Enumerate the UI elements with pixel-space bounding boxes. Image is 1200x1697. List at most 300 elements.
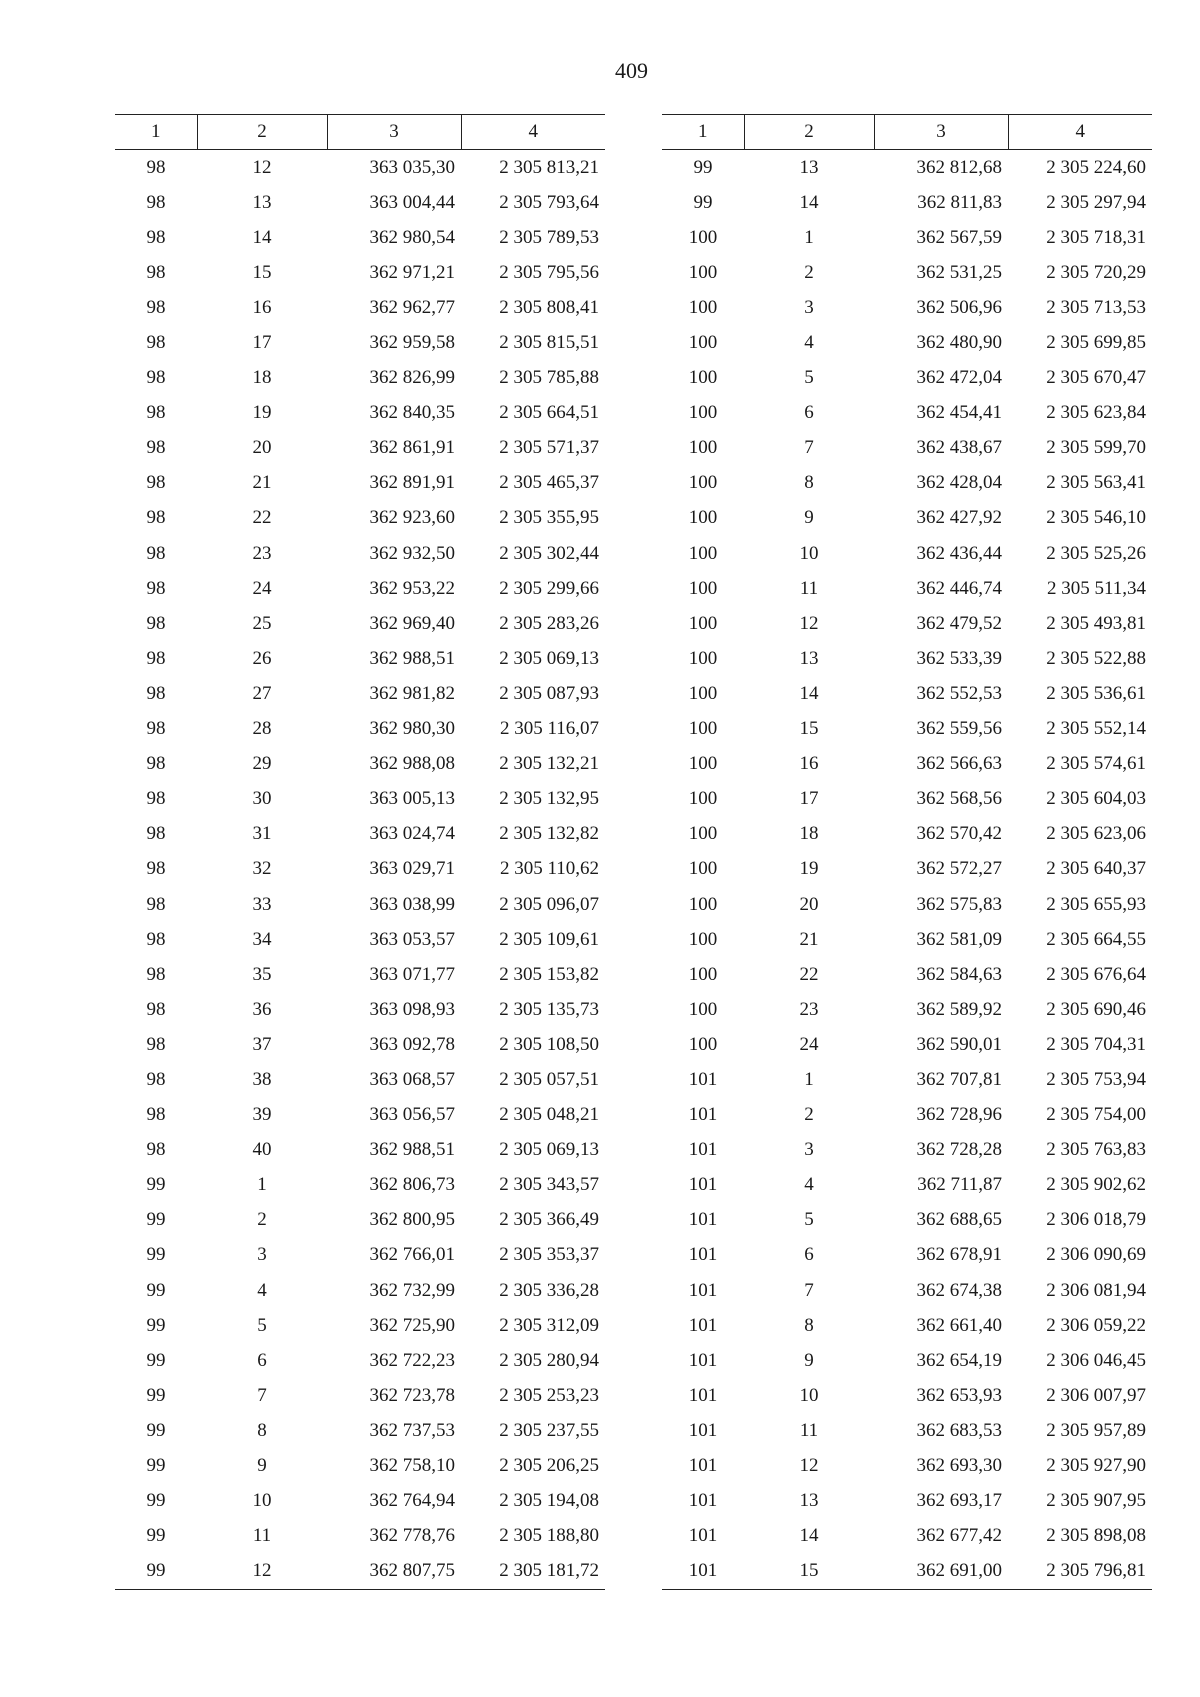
table-row (115, 150, 605, 186)
table-row (115, 817, 605, 852)
coordinate-x-cell: 362 693,17 (916, 1490, 1002, 1512)
table-row (115, 1027, 605, 1062)
coordinate-x-cell: 362 891,91 (369, 472, 455, 494)
table-row (662, 290, 1152, 325)
point-number-cell: 23 (252, 542, 272, 564)
point-number-cell: 16 (252, 296, 272, 318)
coordinate-x-cell: 362 923,60 (369, 507, 455, 529)
table-row (662, 957, 1152, 992)
point-number-cell: 12 (799, 612, 819, 634)
table-row (115, 641, 605, 676)
coordinate-x-cell: 363 092,78 (369, 1033, 455, 1055)
point-number-cell: 38 (252, 1068, 272, 1090)
table-row (115, 466, 605, 501)
coordinate-y-cell: 2 305 096,07 (499, 893, 599, 915)
contour-number-cell: 100 (688, 612, 718, 634)
table-row (662, 852, 1152, 887)
contour-number-cell: 98 (146, 753, 166, 775)
table-row (662, 1308, 1152, 1343)
point-number-cell: 13 (252, 191, 272, 213)
coordinate-x-cell: 362 472,04 (916, 367, 1002, 389)
coordinate-x-cell: 362 479,52 (916, 612, 1002, 634)
table-header-row (115, 115, 605, 150)
coordinate-x-cell: 363 005,13 (369, 788, 455, 810)
coordinate-y-cell: 2 305 763,83 (1046, 1139, 1146, 1161)
table-row (115, 1413, 605, 1448)
coordinate-y-cell: 2 305 132,82 (499, 823, 599, 845)
coordinate-x-cell: 362 969,40 (369, 612, 455, 634)
contour-number-cell: 98 (146, 191, 166, 213)
contour-number-cell: 99 (146, 1490, 166, 1512)
table-header-row (662, 115, 1152, 150)
contour-number-cell: 98 (146, 1104, 166, 1126)
point-number-cell: 2 (804, 261, 814, 283)
coordinate-x-cell: 362 807,75 (327, 1554, 461, 1590)
coordinate-x-cell: 362 590,01 (916, 1033, 1002, 1055)
coordinate-y-cell: 2 305 343,57 (499, 1174, 599, 1196)
coordinate-x-cell: 362 861,91 (369, 437, 455, 459)
coordinate-y-cell: 2 305 623,84 (1046, 402, 1146, 424)
coordinate-x-cell: 362 438,67 (916, 437, 1002, 459)
point-number-cell: 13 (799, 647, 819, 669)
coordinate-x-cell: 362 971,21 (369, 261, 455, 283)
point-number-cell: 22 (252, 507, 272, 529)
coordinate-x-cell: 362 840,35 (369, 402, 455, 424)
point-number-cell: 7 (804, 437, 814, 459)
coordinate-y-cell: 2 305 676,64 (1046, 963, 1146, 985)
contour-number-cell: 100 (688, 402, 718, 424)
coordinate-x-cell: 363 024,74 (369, 823, 455, 845)
point-number-cell: 35 (252, 963, 272, 985)
coordinate-y-cell: 2 306 059,22 (1046, 1314, 1146, 1336)
contour-number-cell: 99 (693, 191, 713, 213)
point-number-cell: 3 (804, 1139, 814, 1161)
contour-number-cell: 100 (688, 261, 718, 283)
contour-number-cell: 98 (146, 261, 166, 283)
table-row (662, 255, 1152, 290)
coordinate-x-cell: 362 800,95 (369, 1209, 455, 1231)
coordinate-y-cell: 2 305 796,81 (1008, 1554, 1152, 1590)
point-number-cell: 15 (799, 718, 819, 740)
coordinate-x-cell: 362 436,44 (916, 542, 1002, 564)
point-number-cell: 29 (252, 753, 272, 775)
contour-number-cell: 99 (146, 1419, 166, 1441)
coordinate-y-cell: 2 305 536,61 (1046, 682, 1146, 704)
coordinate-y-cell: 2 305 655,93 (1046, 893, 1146, 915)
coordinate-y-cell: 2 305 048,21 (499, 1104, 599, 1126)
coordinate-x-cell: 363 053,57 (369, 928, 455, 950)
coordinate-y-cell: 2 305 670,47 (1046, 367, 1146, 389)
contour-number-cell: 98 (146, 332, 166, 354)
point-number-cell: 22 (799, 963, 819, 985)
contour-number-cell: 101 (688, 1314, 718, 1336)
table-row (662, 1519, 1152, 1554)
coordinates-table-left (115, 114, 605, 1590)
contour-number-cell: 99 (693, 156, 713, 178)
point-number-cell: 34 (252, 928, 272, 950)
contour-number-cell: 98 (146, 542, 166, 564)
coordinate-x-cell: 362 691,00 (874, 1554, 1008, 1590)
table-row (662, 922, 1152, 957)
coordinate-y-cell: 2 305 366,49 (499, 1209, 599, 1231)
coordinate-x-cell: 362 932,50 (369, 542, 455, 564)
table-row (662, 676, 1152, 711)
coordinate-x-cell: 362 764,94 (369, 1490, 455, 1512)
table-row (115, 185, 605, 220)
point-number-cell: 30 (252, 788, 272, 810)
table-row (115, 501, 605, 536)
contour-number-cell: 98 (146, 296, 166, 318)
contour-number-cell: 100 (688, 507, 718, 529)
coordinate-x-cell: 362 728,28 (916, 1139, 1002, 1161)
coordinate-y-cell: 2 305 902,62 (1046, 1174, 1146, 1196)
coordinate-x-cell: 363 098,93 (369, 998, 455, 1020)
coordinate-x-cell: 362 980,54 (369, 226, 455, 248)
coordinate-x-cell: 362 552,53 (916, 682, 1002, 704)
point-number-cell: 13 (799, 1490, 819, 1512)
coordinate-x-cell: 362 559,56 (916, 718, 1002, 740)
table-row (662, 1027, 1152, 1062)
table-body-right (662, 150, 1152, 1590)
coordinate-y-cell: 2 305 109,61 (499, 928, 599, 950)
contour-number-cell: 98 (146, 226, 166, 248)
coordinate-y-cell: 2 305 785,88 (499, 367, 599, 389)
point-number-cell: 2 (804, 1104, 814, 1126)
point-number-cell: 12 (799, 1455, 819, 1477)
table-row (115, 1168, 605, 1203)
table-row (662, 325, 1152, 360)
contour-number-cell: 101 (688, 1419, 718, 1441)
coordinate-x-cell: 362 688,65 (916, 1209, 1002, 1231)
point-number-cell: 6 (804, 402, 814, 424)
table-row (662, 536, 1152, 571)
coordinate-x-cell: 362 572,27 (916, 858, 1002, 880)
table-row (662, 1378, 1152, 1413)
contour-number-cell: 98 (146, 788, 166, 810)
point-number-cell: 15 (252, 261, 272, 283)
point-number-cell: 12 (252, 156, 272, 178)
point-number-cell: 9 (257, 1455, 267, 1477)
point-number-cell: 27 (252, 682, 272, 704)
table-row (662, 1238, 1152, 1273)
table-row (662, 571, 1152, 606)
point-number-cell: 14 (252, 226, 272, 248)
coordinate-x-cell: 362 758,10 (369, 1455, 455, 1477)
coordinate-x-cell: 362 428,04 (916, 472, 1002, 494)
coordinate-x-cell: 362 988,51 (369, 1139, 455, 1161)
coordinate-y-cell: 2 305 280,94 (499, 1349, 599, 1371)
coordinate-x-cell: 362 988,08 (369, 753, 455, 775)
coordinate-x-cell: 362 589,92 (916, 998, 1002, 1020)
coordinate-y-cell: 2 305 604,03 (1046, 788, 1146, 810)
coordinate-y-cell: 2 305 237,55 (499, 1419, 599, 1441)
coordinate-x-cell: 362 427,92 (916, 507, 1002, 529)
table-row (115, 290, 605, 325)
point-number-cell: 21 (252, 472, 272, 494)
coordinate-x-cell: 362 581,09 (916, 928, 1002, 950)
table-row (115, 536, 605, 571)
contour-number-cell: 100 (688, 647, 718, 669)
coordinate-x-cell: 362 683,53 (916, 1419, 1002, 1441)
contour-number-cell: 98 (146, 963, 166, 985)
coordinate-y-cell: 2 305 299,66 (499, 577, 599, 599)
table-row (662, 606, 1152, 641)
coordinate-y-cell: 2 305 957,89 (1046, 1419, 1146, 1441)
coordinate-y-cell: 2 305 640,37 (1046, 858, 1146, 880)
table-row (115, 1098, 605, 1133)
coordinate-x-cell: 362 707,81 (916, 1068, 1002, 1090)
point-number-cell: 10 (799, 542, 819, 564)
table-row (115, 1343, 605, 1378)
coordinate-x-cell: 362 566,63 (916, 753, 1002, 775)
coordinate-x-cell: 362 962,77 (369, 296, 455, 318)
point-number-cell: 40 (252, 1139, 272, 1161)
point-number-cell: 1 (257, 1174, 267, 1196)
point-number-cell: 39 (252, 1104, 272, 1126)
coordinate-y-cell: 2 305 720,29 (1046, 261, 1146, 283)
point-number-cell: 10 (252, 1490, 272, 1512)
contour-number-cell: 100 (688, 1033, 718, 1055)
table-row (115, 957, 605, 992)
coordinate-x-cell: 362 693,30 (916, 1455, 1002, 1477)
contour-number-cell: 101 (662, 1554, 744, 1590)
coordinate-y-cell: 2 305 664,55 (1046, 928, 1146, 950)
coordinate-y-cell: 2 305 110,62 (499, 858, 599, 880)
table-body-left (115, 150, 605, 1590)
coordinate-x-cell: 362 661,40 (916, 1314, 1002, 1336)
point-number-cell: 25 (252, 612, 272, 634)
coordinate-y-cell: 2 306 090,69 (1046, 1244, 1146, 1266)
table-row (115, 712, 605, 747)
table-row (662, 782, 1152, 817)
table-row (662, 1484, 1152, 1519)
column-header-4: 4 (461, 115, 605, 150)
contour-number-cell: 98 (146, 858, 166, 880)
point-number-cell: 9 (804, 1349, 814, 1371)
point-number-cell: 18 (799, 823, 819, 845)
contour-number-cell: 101 (688, 1490, 718, 1512)
coordinate-y-cell: 2 305 188,80 (499, 1525, 599, 1547)
contour-number-cell: 98 (146, 823, 166, 845)
coordinate-x-cell: 362 766,01 (369, 1244, 455, 1266)
contour-number-cell: 98 (146, 893, 166, 915)
coordinate-y-cell: 2 305 181,72 (461, 1554, 605, 1590)
point-number-cell: 26 (252, 647, 272, 669)
table-row (662, 1203, 1152, 1238)
page-number: 409 (615, 58, 648, 83)
table-row (662, 712, 1152, 747)
point-number-cell: 8 (257, 1419, 267, 1441)
table-row (662, 1554, 1152, 1590)
coordinate-x-cell: 362 678,91 (916, 1244, 1002, 1266)
contour-number-cell: 100 (688, 542, 718, 564)
table-row (115, 255, 605, 290)
point-number-cell: 21 (799, 928, 819, 950)
column-header-1: 1 (662, 115, 744, 150)
table-row (662, 641, 1152, 676)
column-header-4: 4 (1008, 115, 1152, 150)
point-number-cell: 13 (799, 156, 819, 178)
table-row (115, 1062, 605, 1097)
coordinate-x-cell: 362 653,93 (916, 1384, 1002, 1406)
coordinate-y-cell: 2 305 789,53 (499, 226, 599, 248)
table-row (115, 1519, 605, 1554)
contour-number-cell: 99 (146, 1525, 166, 1547)
table-row (115, 361, 605, 396)
point-number-cell: 4 (257, 1279, 267, 1301)
point-number-cell: 20 (799, 893, 819, 915)
coordinate-y-cell: 2 306 018,79 (1046, 1209, 1146, 1231)
point-number-cell: 31 (252, 823, 272, 845)
coordinate-x-cell: 362 980,30 (369, 718, 455, 740)
coordinate-y-cell: 2 305 907,95 (1046, 1490, 1146, 1512)
point-number-cell: 23 (799, 998, 819, 1020)
point-number-cell: 7 (257, 1384, 267, 1406)
point-number-cell: 1 (804, 1068, 814, 1090)
table-row (115, 887, 605, 922)
coordinate-y-cell: 2 305 312,09 (499, 1314, 599, 1336)
table-row (115, 396, 605, 431)
coordinate-y-cell: 2 305 927,90 (1046, 1455, 1146, 1477)
table-row (662, 431, 1152, 466)
table-row (115, 325, 605, 360)
coordinate-y-cell: 2 305 563,41 (1046, 472, 1146, 494)
table-row (115, 676, 605, 711)
coordinate-x-cell: 362 806,73 (369, 1174, 455, 1196)
table-row (662, 1448, 1152, 1483)
point-number-cell: 24 (799, 1033, 819, 1055)
table-row (662, 1273, 1152, 1308)
coordinate-y-cell: 2 305 525,26 (1046, 542, 1146, 564)
coordinate-y-cell: 2 305 546,10 (1046, 507, 1146, 529)
coordinate-x-cell: 362 722,23 (369, 1349, 455, 1371)
table-row (115, 747, 605, 782)
coordinate-x-cell: 362 778,76 (369, 1525, 455, 1547)
contour-number-cell: 98 (146, 612, 166, 634)
table-row (662, 220, 1152, 255)
point-number-cell: 14 (799, 1525, 819, 1547)
coordinate-y-cell: 2 305 253,23 (499, 1384, 599, 1406)
coordinates-table-right (662, 114, 1152, 1590)
contour-number-cell: 99 (146, 1279, 166, 1301)
contour-number-cell: 100 (688, 718, 718, 740)
coordinate-y-cell: 2 305 302,44 (499, 542, 599, 564)
coordinate-y-cell: 2 305 132,21 (499, 753, 599, 775)
coordinate-y-cell: 2 305 718,31 (1046, 226, 1146, 248)
column-header-1: 1 (115, 115, 197, 150)
table-row (662, 817, 1152, 852)
table-row (662, 747, 1152, 782)
point-number-cell: 4 (804, 1174, 814, 1196)
coordinate-y-cell: 2 305 754,00 (1046, 1104, 1146, 1126)
coordinate-y-cell: 2 305 808,41 (499, 296, 599, 318)
contour-number-cell: 98 (146, 367, 166, 389)
table-row (662, 185, 1152, 220)
contour-number-cell: 100 (688, 437, 718, 459)
coordinate-y-cell: 2 305 355,95 (499, 507, 599, 529)
coordinate-x-cell: 363 004,44 (369, 191, 455, 213)
point-number-cell: 11 (252, 1525, 272, 1547)
coordinate-y-cell: 2 305 795,56 (499, 261, 599, 283)
point-number-cell: 4 (804, 332, 814, 354)
table-row (662, 361, 1152, 396)
point-number-cell: 6 (804, 1244, 814, 1266)
coordinate-x-cell: 362 959,58 (369, 332, 455, 354)
table-row (115, 220, 605, 255)
coordinate-x-cell: 362 454,41 (916, 402, 1002, 424)
coordinate-y-cell: 2 305 571,37 (499, 437, 599, 459)
table-row (115, 1448, 605, 1483)
coordinate-y-cell: 2 305 336,28 (499, 1279, 599, 1301)
coordinate-x-cell: 363 056,57 (369, 1104, 455, 1126)
table-row (115, 431, 605, 466)
coordinate-y-cell: 2 305 069,13 (499, 1139, 599, 1161)
coordinate-x-cell: 362 654,19 (916, 1349, 1002, 1371)
contour-number-cell: 99 (146, 1209, 166, 1231)
contour-number-cell: 98 (146, 928, 166, 950)
coordinate-x-cell: 362 567,59 (916, 226, 1002, 248)
coordinate-x-cell: 363 068,57 (369, 1068, 455, 1090)
coordinate-y-cell: 2 305 511,34 (1046, 577, 1146, 599)
point-number-cell: 1 (804, 226, 814, 248)
coordinate-x-cell: 362 677,42 (916, 1525, 1002, 1547)
contour-number-cell: 101 (688, 1244, 718, 1266)
contour-number-cell: 98 (146, 577, 166, 599)
contour-number-cell: 100 (688, 928, 718, 950)
point-number-cell: 5 (804, 367, 814, 389)
contour-number-cell: 99 (146, 1314, 166, 1336)
coordinate-y-cell: 2 305 069,13 (499, 647, 599, 669)
coordinate-x-cell: 363 029,71 (369, 858, 455, 880)
point-number-cell: 33 (252, 893, 272, 915)
coordinate-x-cell: 362 480,90 (916, 332, 1002, 354)
coordinate-x-cell: 362 737,53 (369, 1419, 455, 1441)
point-number-cell: 14 (799, 682, 819, 704)
contour-number-cell: 101 (688, 1104, 718, 1126)
table-row (115, 1203, 605, 1238)
coordinate-y-cell: 2 305 690,46 (1046, 998, 1146, 1020)
point-number-cell: 3 (257, 1244, 267, 1266)
point-number-cell: 16 (799, 753, 819, 775)
coordinate-y-cell: 2 305 813,21 (499, 156, 599, 178)
table-row (115, 1484, 605, 1519)
table-row (662, 1133, 1152, 1168)
coordinate-y-cell: 2 305 224,60 (1046, 156, 1146, 178)
coordinate-x-cell: 362 812,68 (916, 156, 1002, 178)
coordinate-y-cell: 2 305 297,94 (1046, 191, 1146, 213)
contour-number-cell: 100 (688, 367, 718, 389)
point-number-cell: 20 (252, 437, 272, 459)
coordinate-y-cell: 2 305 815,51 (499, 332, 599, 354)
contour-number-cell: 98 (146, 682, 166, 704)
point-number-cell: 3 (804, 296, 814, 318)
table-row (115, 571, 605, 606)
table-row (662, 396, 1152, 431)
coordinate-y-cell: 2 305 465,37 (499, 472, 599, 494)
point-number-cell: 36 (252, 998, 272, 1020)
coordinate-y-cell: 2 305 574,61 (1046, 753, 1146, 775)
table-row (115, 1238, 605, 1273)
table-row (662, 1343, 1152, 1378)
contour-number-cell: 98 (146, 156, 166, 178)
table-row (662, 1062, 1152, 1097)
coordinate-x-cell: 362 725,90 (369, 1314, 455, 1336)
coordinate-x-cell: 362 446,74 (916, 577, 1002, 599)
contour-number-cell: 101 (688, 1174, 718, 1196)
table-row (662, 501, 1152, 536)
coordinate-x-cell: 362 531,25 (916, 261, 1002, 283)
coordinate-x-cell: 362 533,39 (916, 647, 1002, 669)
